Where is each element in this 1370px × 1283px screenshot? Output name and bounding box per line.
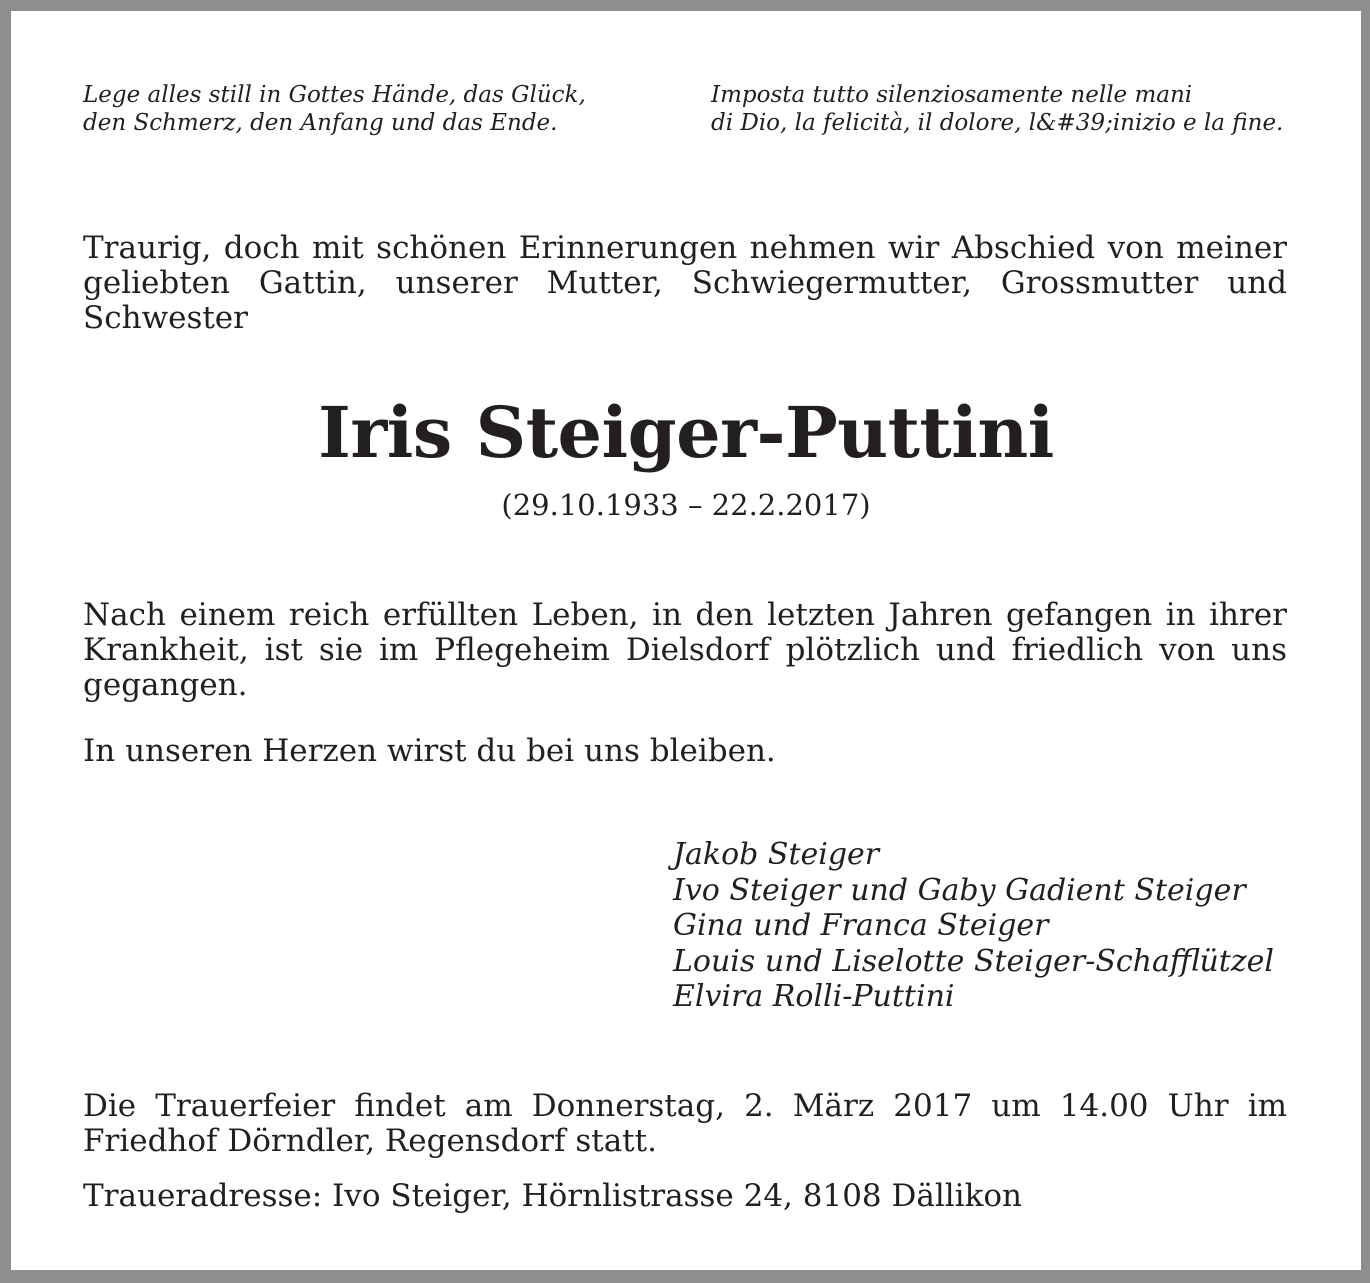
obituary-page	[11, 11, 1361, 1270]
signer-name: Elvira Rolli-Puttini	[673, 979, 955, 1014]
signer-name: Ivo Steiger und Gaby Gadient Steiger	[673, 872, 1246, 908]
signer-name: Jakob Steiger	[673, 837, 880, 872]
intro-text: Traurig, doch mit schönen Erinnerungen nehmen wir Abschied von meiner geliebten Gattin, unserer Mutter, Schwiegermutter, Grossmutter und Schwester	[83, 230, 1287, 336]
signer-name: Louis und Liselotte Steiger-Schafflützel	[673, 943, 1274, 979]
motto-german	[83, 81, 586, 137]
signer-name: Gina und Franca Steiger	[673, 908, 1049, 943]
body-text: Nach einem reich erfüllten Leben, in den letzten Jahren gefangen in ihrer Krankheit, ist sie im Pflegeheim Dielsdorf plötzlich und friedlich von uns gegangen.	[83, 597, 1287, 703]
life-dates: (29.10.1933 – 22.2.2017)	[501, 488, 871, 522]
motto-italian-line: Imposta tutto silenziosamente nelle mani	[711, 82, 1193, 108]
closing-text: In unseren Herzen wirst du bei uns bleiben.	[83, 733, 776, 769]
motto-italian	[711, 81, 1283, 137]
address-text: Traueradresse: Ivo Steiger, Hörnlistrasse 24, 8108 Dällikon	[83, 1178, 1022, 1214]
deceased-name: Iris Steiger-Puttini	[318, 391, 1054, 474]
motto-italian-line: di Dio, la felicità, il dolore, l&#39;inizio e la fine.	[711, 110, 1284, 136]
motto-german-line: den Schmerz, den Anfang und das Ende.	[83, 110, 558, 136]
motto-german-line: Lege alles still in Gottes Hände, das Glück,	[83, 82, 586, 108]
signers-list	[673, 837, 1274, 1015]
ceremony-text: Die Trauerfeier findet am Donnerstag, 2. März 2017 um 14.00 Uhr im Friedhof Dörndler, Regensdorf statt.	[83, 1088, 1287, 1159]
